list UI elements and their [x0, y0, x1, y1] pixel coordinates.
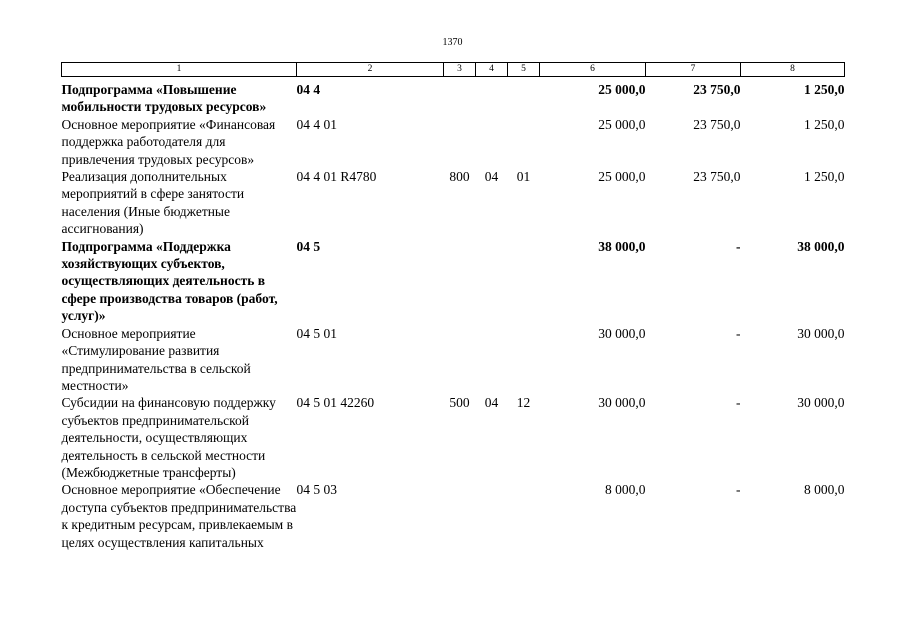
- row-col4: [476, 116, 508, 168]
- row-code: 04 4 01 R4780: [296, 169, 377, 185]
- table-row: [62, 238, 845, 325]
- row-value-6: 38 000,0: [598, 238, 646, 254]
- row-col5: [508, 77, 540, 116]
- row-value-7: -: [736, 325, 741, 341]
- row-value-8: 38 000,0: [797, 238, 845, 254]
- row-col3: 500: [449, 395, 470, 411]
- row-code: 04 4: [296, 82, 321, 97]
- row-value-6: 25 000,0: [598, 82, 646, 97]
- row-value-8: 30 000,0: [797, 325, 845, 341]
- row-col3: [444, 116, 476, 168]
- row-name: Основное мероприятие «Финансовая поддержка работодателя для привлечения трудовых ресурсов»: [61, 116, 276, 167]
- row-name: Подпрограмма «Поддержка хозяйствующих субъектов, осуществляющих деятельность в сфере производства товаров (работ, услуг)»: [61, 238, 278, 324]
- row-col3: 800: [449, 169, 470, 185]
- row-name: Субсидии на финансовую поддержку субъектов предпринимательской деятельности, осуществляющих деятельность в сельской местности (Межбюджетные трансферты): [61, 395, 276, 480]
- row-col3: [444, 238, 476, 325]
- row-code: 04 5: [296, 238, 321, 254]
- row-value-8: 1 250,0: [804, 169, 845, 185]
- table-row: [62, 325, 845, 395]
- table-row: [62, 394, 845, 481]
- row-value-8: 30 000,0: [797, 395, 845, 411]
- column-header-4: 4: [476, 63, 508, 77]
- column-header-5: 5: [508, 63, 540, 77]
- row-col5: 01: [516, 169, 531, 185]
- row-value-7: 23 750,0: [693, 116, 741, 132]
- table-row: [62, 168, 845, 238]
- table-row: [62, 116, 845, 168]
- row-value-6: 30 000,0: [598, 395, 646, 411]
- row-code: 04 5 01 42260: [296, 395, 375, 411]
- row-col3: [444, 77, 476, 116]
- row-name: Основное мероприятие «Стимулирование развития предпринимательства в сельской местности»: [61, 325, 251, 393]
- row-col5: [508, 238, 540, 325]
- row-name: Основное мероприятие «Обеспечение доступа субъектов предпринимательства к кредитным ресурсам, привлекаемым в целях осуществления капитальных: [61, 482, 297, 550]
- row-col5: [508, 325, 540, 395]
- table-row: [62, 77, 845, 116]
- row-code: 04 5 03: [296, 482, 337, 498]
- row-col4: [476, 77, 508, 116]
- row-col4: 04: [484, 169, 499, 185]
- row-value-6: 25 000,0: [598, 116, 646, 132]
- row-col4: 04: [484, 395, 499, 411]
- row-value-7: 23 750,0: [693, 82, 741, 97]
- column-header-7: 7: [646, 63, 741, 77]
- row-value-7: -: [736, 395, 741, 411]
- row-value-8: 8 000,0: [804, 482, 845, 498]
- row-col3: [444, 325, 476, 395]
- row-value-8: 1 250,0: [804, 82, 845, 97]
- row-value-6: 8 000,0: [605, 482, 646, 498]
- row-col5: [508, 481, 540, 551]
- row-col4: [476, 481, 508, 551]
- row-value-6: 25 000,0: [598, 169, 646, 185]
- column-header-8: 8: [741, 63, 845, 77]
- column-number-row: [62, 63, 845, 77]
- row-code: 04 4 01: [296, 116, 337, 132]
- column-header-2: 2: [297, 63, 444, 77]
- page-number: 1370: [442, 37, 463, 48]
- row-col4: [476, 325, 508, 395]
- row-col5: [508, 116, 540, 168]
- column-header-1: 1: [62, 63, 297, 77]
- row-col4: [476, 238, 508, 325]
- row-code: 04 5 01: [296, 325, 337, 341]
- row-value-7: -: [736, 238, 741, 254]
- budget-table: [61, 62, 845, 551]
- column-header-6: 6: [540, 63, 646, 77]
- row-col5: 12: [516, 395, 531, 411]
- table-row: [62, 481, 845, 551]
- row-value-7: 23 750,0: [693, 169, 741, 185]
- row-name: Подпрограмма «Повышение мобильности трудовых ресурсов»: [61, 82, 267, 115]
- row-value-6: 30 000,0: [598, 325, 646, 341]
- row-col3: [444, 481, 476, 551]
- row-value-7: -: [736, 482, 741, 498]
- column-header-3: 3: [444, 63, 476, 77]
- row-value-8: 1 250,0: [804, 116, 845, 132]
- row-name: Реализация дополнительных мероприятий в сфере занятости населения (Иные бюджетные ассигнования): [61, 169, 245, 237]
